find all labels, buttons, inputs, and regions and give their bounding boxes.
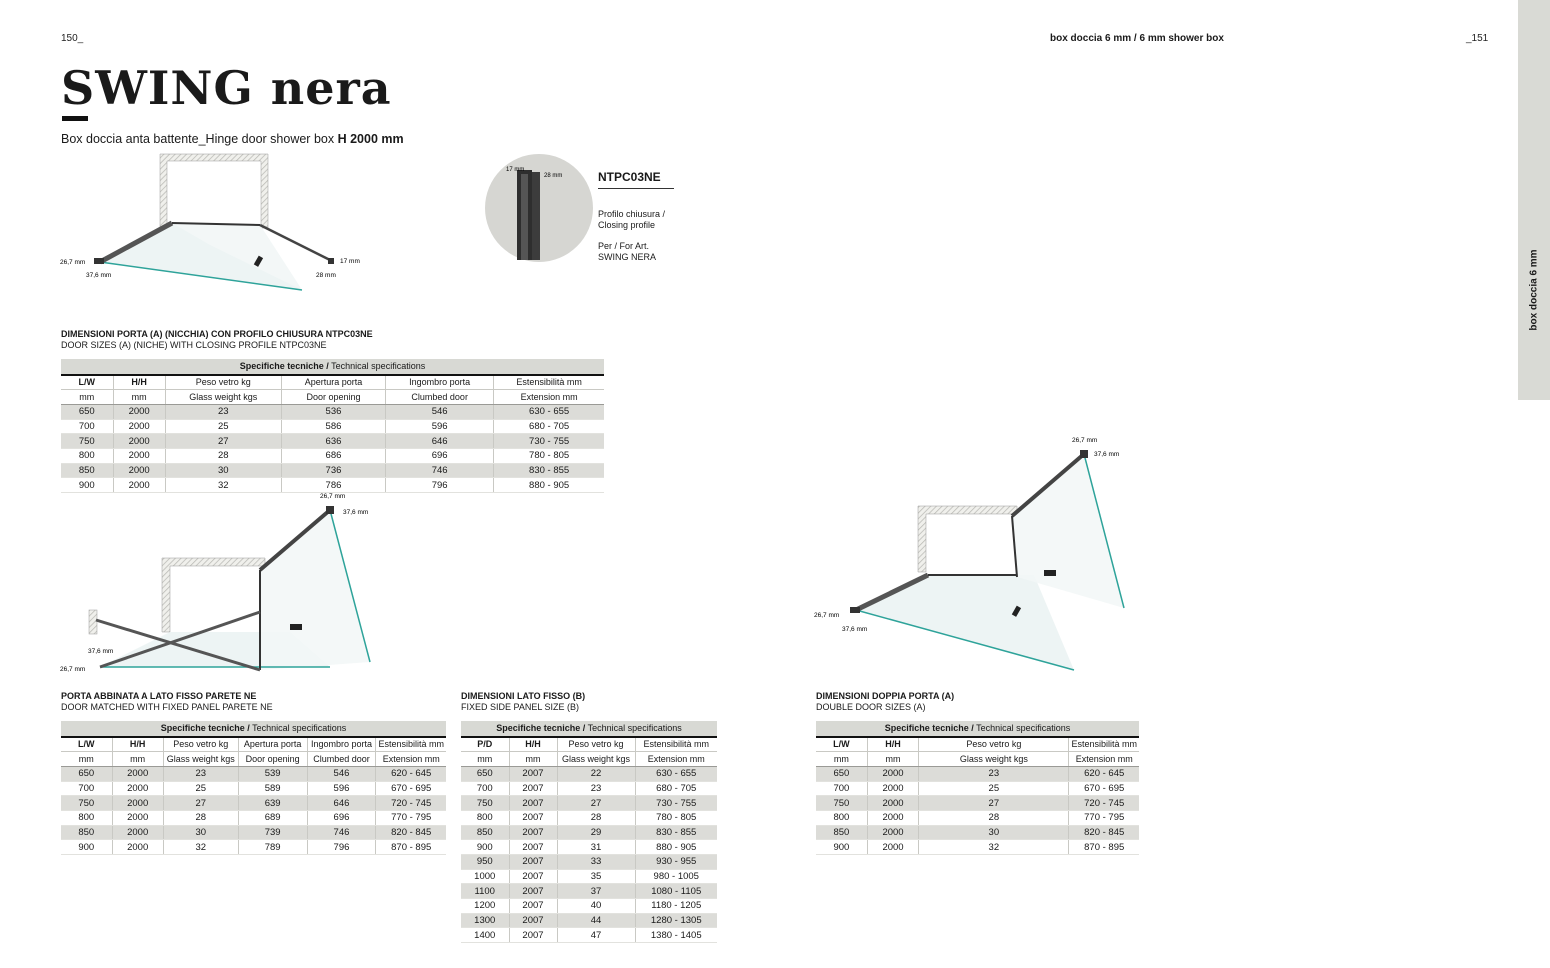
table-row — [461, 869, 717, 884]
table-cell: 2000 — [113, 419, 165, 434]
table-cell: 620 - 645 — [1069, 766, 1139, 781]
table-cell: 646 — [386, 434, 494, 449]
table-cell: 750 — [816, 796, 867, 811]
table-cell: 2000 — [113, 434, 165, 449]
profile-divider — [598, 188, 674, 189]
table-row — [816, 796, 1139, 811]
table-cell: 980 - 1005 — [635, 869, 717, 884]
column-header: H/H — [509, 737, 557, 752]
table-cell: 2007 — [509, 913, 557, 928]
table-cell: 820 - 845 — [1069, 825, 1139, 840]
table-caption: Specifiche tecniche / Technical specifications — [816, 721, 1139, 737]
column-header: Estensibilità mm — [635, 737, 717, 752]
table-cell: 28 — [557, 810, 635, 825]
column-subheader: Glass weight kgs — [165, 390, 281, 405]
double-door-illustration — [812, 432, 1152, 682]
table-cell: 746 — [386, 463, 494, 478]
table-cell: 2007 — [509, 899, 557, 914]
column-header: Ingombro porta — [386, 375, 494, 390]
profile-desc-3: Per / For Art. — [598, 241, 650, 251]
table-cell: 30 — [919, 825, 1069, 840]
dim-label: 37,6 mm — [343, 509, 369, 516]
column-subheader: mm — [113, 390, 165, 405]
column-subheader: Glass weight kgs — [163, 752, 238, 767]
table-cell: 639 — [238, 796, 307, 811]
table-cell: 2000 — [867, 840, 918, 855]
column-subheader: Extension mm — [635, 752, 717, 767]
table-cell: 31 — [557, 840, 635, 855]
table-row — [461, 913, 717, 928]
table-row — [61, 766, 446, 781]
table-cell: 596 — [386, 419, 494, 434]
table-row — [61, 404, 604, 419]
table-cell: 850 — [61, 825, 112, 840]
table-cell: 30 — [163, 825, 238, 840]
table-cell: 546 — [386, 404, 494, 419]
table-cell: 900 — [61, 840, 112, 855]
table-cell: 1300 — [461, 913, 509, 928]
column-header: Peso vetro kg — [919, 737, 1069, 752]
dim-label: 17 mm — [340, 258, 360, 265]
table-row — [461, 928, 717, 943]
table-cell: 830 - 855 — [494, 463, 604, 478]
table-cell: 1280 - 1305 — [635, 913, 717, 928]
column-header: Ingombro porta — [307, 737, 376, 752]
table-cell: 670 - 695 — [376, 781, 446, 796]
table-cell: 880 - 905 — [494, 478, 604, 493]
table-cell: 786 — [281, 478, 385, 493]
dim-label: 28 mm — [316, 272, 336, 279]
table-caption: Specifiche tecniche / Technical specifications — [61, 721, 446, 737]
table-cell: 750 — [461, 796, 509, 811]
table-row — [816, 840, 1139, 855]
column-subheader: Glass weight kgs — [557, 752, 635, 767]
column-header: L/W — [61, 375, 113, 390]
table-a-title: DIMENSIONI PORTA (A) (NICCHIA) CON PROFILO CHIUSURA NTPC03NE — [61, 329, 373, 339]
table-d-subtitle: DOUBLE DOOR SIZES (A) — [816, 702, 926, 712]
door-fixed-panel-illustration — [60, 492, 380, 682]
table-row — [61, 840, 446, 855]
table-cell: 23 — [919, 766, 1069, 781]
table-cell: 720 - 745 — [1069, 796, 1139, 811]
table-row — [461, 810, 717, 825]
column-subheader: mm — [461, 752, 509, 767]
table-cell: 796 — [386, 478, 494, 493]
table-cell: 2000 — [112, 840, 163, 855]
table-cell: 546 — [307, 766, 376, 781]
table-cell: 2000 — [867, 781, 918, 796]
table-cell: 746 — [307, 825, 376, 840]
table-cell: 44 — [557, 913, 635, 928]
column-header: Peso vetro kg — [163, 737, 238, 752]
table-cell: 2000 — [867, 825, 918, 840]
spec-table-c — [461, 721, 717, 943]
column-subheader: Extension mm — [494, 390, 604, 405]
table-cell: 700 — [61, 419, 113, 434]
table-cell: 1000 — [461, 869, 509, 884]
page-number-right: _151 — [1466, 33, 1489, 44]
table-cell: 2000 — [112, 781, 163, 796]
table-cell: 780 - 805 — [635, 810, 717, 825]
dim-label: 26,7 mm — [60, 259, 86, 266]
column-subheader: mm — [867, 752, 918, 767]
table-row — [816, 810, 1139, 825]
table-cell: 930 - 955 — [635, 855, 717, 870]
table-cell: 539 — [238, 766, 307, 781]
table-cell: 23 — [165, 404, 281, 419]
table-cell: 2000 — [113, 404, 165, 419]
dim-label: 17 mm — [506, 167, 525, 173]
table-row — [61, 825, 446, 840]
column-subheader: Extension mm — [1069, 752, 1139, 767]
table-cell: 900 — [816, 840, 867, 855]
table-cell: 796 — [307, 840, 376, 855]
table-cell: 589 — [238, 781, 307, 796]
table-row — [61, 434, 604, 449]
table-cell: 650 — [816, 766, 867, 781]
column-header: H/H — [867, 737, 918, 752]
table-row — [461, 855, 717, 870]
table-cell: 40 — [557, 899, 635, 914]
table-c-title: DIMENSIONI LATO FISSO (B) — [461, 691, 586, 701]
table-row — [61, 419, 604, 434]
table-row — [461, 766, 717, 781]
column-header: Peso vetro kg — [165, 375, 281, 390]
dim-label: 37,6 mm — [842, 626, 868, 633]
table-row — [816, 766, 1139, 781]
dim-label: 26,7 mm — [814, 612, 840, 619]
table-cell: 2007 — [509, 855, 557, 870]
column-header: Apertura porta — [281, 375, 385, 390]
side-tab — [1518, 0, 1550, 400]
table-row — [461, 840, 717, 855]
column-subheader: mm — [61, 752, 112, 767]
table-c-subtitle: FIXED SIDE PANEL SIZE (B) — [461, 702, 580, 712]
table-cell: 536 — [281, 404, 385, 419]
table-cell: 696 — [386, 448, 494, 463]
table-cell: 28 — [163, 810, 238, 825]
table-cell: 23 — [557, 781, 635, 796]
spec-table-d — [816, 721, 1139, 855]
table-caption: Specifiche tecniche / Technical specifications — [461, 721, 717, 737]
dim-label: 37,6 mm — [1094, 451, 1120, 458]
table-cell: 686 — [281, 448, 385, 463]
side-tab-label: box doccia 6 mm — [1528, 249, 1540, 331]
dim-label: 37,6 mm — [88, 648, 114, 655]
table-cell: 2007 — [509, 796, 557, 811]
dim-label: 26,7 mm — [320, 493, 346, 500]
table-cell: 2000 — [867, 796, 918, 811]
column-subheader: Door opening — [281, 390, 385, 405]
table-cell: 850 — [61, 463, 113, 478]
table-cell: 950 — [461, 855, 509, 870]
table-cell: 25 — [165, 419, 281, 434]
table-cell: 780 - 805 — [494, 448, 604, 463]
spec-table-a — [61, 359, 604, 493]
table-cell: 28 — [165, 448, 281, 463]
column-header: Estensibilità mm — [376, 737, 446, 752]
table-row — [816, 781, 1139, 796]
table-cell: 2007 — [509, 781, 557, 796]
table-d-title: DIMENSIONI DOPPIA PORTA (A) — [816, 691, 955, 701]
table-cell: 650 — [61, 766, 112, 781]
table-row — [461, 825, 717, 840]
table-row — [61, 781, 446, 796]
table-cell: 2000 — [112, 825, 163, 840]
column-subheader: Glass weight kgs — [919, 752, 1069, 767]
table-cell: 800 — [816, 810, 867, 825]
column-subheader: mm — [112, 752, 163, 767]
profile-desc-1: Profilo chiusura / — [598, 209, 666, 219]
table-cell: 789 — [238, 840, 307, 855]
table-cell: 1180 - 1205 — [635, 899, 717, 914]
table-cell: 29 — [557, 825, 635, 840]
table-row — [61, 796, 446, 811]
table-cell: 680 - 705 — [635, 781, 717, 796]
table-cell: 620 - 645 — [376, 766, 446, 781]
table-caption: Specifiche tecniche / Technical specifications — [61, 359, 604, 375]
table-row — [61, 463, 604, 478]
table-cell: 1380 - 1405 — [635, 928, 717, 943]
table-row — [461, 796, 717, 811]
table-cell: 870 - 895 — [1069, 840, 1139, 855]
table-cell: 32 — [919, 840, 1069, 855]
table-cell: 880 - 905 — [635, 840, 717, 855]
table-a-subtitle: DOOR SIZES (A) (NICHE) WITH CLOSING PROFILE NTPC03NE — [61, 340, 327, 350]
table-row — [461, 899, 717, 914]
dim-label: 26,7 mm — [1072, 437, 1098, 444]
table-cell: 650 — [461, 766, 509, 781]
column-header: H/H — [113, 375, 165, 390]
table-cell: 35 — [557, 869, 635, 884]
table-row — [61, 448, 604, 463]
table-cell: 636 — [281, 434, 385, 449]
table-cell: 750 — [61, 796, 112, 811]
table-cell: 47 — [557, 928, 635, 943]
table-cell: 850 — [816, 825, 867, 840]
page-subtitle — [61, 132, 404, 146]
column-header: P/D — [461, 737, 509, 752]
table-cell: 770 - 795 — [1069, 810, 1139, 825]
table-cell: 2007 — [509, 825, 557, 840]
spec-table-b — [61, 721, 446, 855]
table-cell: 30 — [165, 463, 281, 478]
table-cell: 750 — [61, 434, 113, 449]
table-cell: 680 - 705 — [494, 419, 604, 434]
column-header: L/W — [61, 737, 112, 752]
column-header: Estensibilità mm — [1069, 737, 1139, 752]
table-cell: 33 — [557, 855, 635, 870]
table-cell: 586 — [281, 419, 385, 434]
table-b-subtitle: DOOR MATCHED WITH FIXED PANEL PARETE NE — [61, 702, 273, 712]
table-cell: 1080 - 1105 — [635, 884, 717, 899]
table-cell: 2000 — [113, 448, 165, 463]
table-cell: 37 — [557, 884, 635, 899]
column-header: Peso vetro kg — [557, 737, 635, 752]
column-subheader: mm — [816, 752, 867, 767]
table-cell: 900 — [461, 840, 509, 855]
table-row — [61, 810, 446, 825]
table-cell: 630 - 655 — [494, 404, 604, 419]
closing-profile-illustration — [484, 152, 594, 264]
table-cell: 1100 — [461, 884, 509, 899]
profile-desc-2: Closing profile — [598, 220, 656, 230]
table-cell: 32 — [163, 840, 238, 855]
table-cell: 22 — [557, 766, 635, 781]
table-b-title: PORTA ABBINATA A LATO FISSO PARETE NE — [61, 691, 257, 701]
table-cell: 25 — [163, 781, 238, 796]
table-cell: 23 — [163, 766, 238, 781]
table-row — [461, 884, 717, 899]
table-cell: 870 - 895 — [376, 840, 446, 855]
table-cell: 2000 — [113, 463, 165, 478]
table-cell: 700 — [61, 781, 112, 796]
table-cell: 27 — [165, 434, 281, 449]
table-cell: 2007 — [509, 928, 557, 943]
column-subheader: Clumbed door — [386, 390, 494, 405]
column-subheader: Door opening — [238, 752, 307, 767]
table-cell: 670 - 695 — [1069, 781, 1139, 796]
column-header: Estensibilità mm — [494, 375, 604, 390]
table-cell: 900 — [61, 478, 113, 493]
table-row — [61, 478, 604, 493]
table-cell: 2000 — [113, 478, 165, 493]
table-cell: 2007 — [509, 840, 557, 855]
table-cell: 1200 — [461, 899, 509, 914]
table-cell: 2000 — [112, 810, 163, 825]
table-cell: 27 — [163, 796, 238, 811]
table-cell: 800 — [61, 810, 112, 825]
table-cell: 28 — [919, 810, 1069, 825]
table-cell: 770 - 795 — [376, 810, 446, 825]
table-cell: 689 — [238, 810, 307, 825]
table-row — [461, 781, 717, 796]
column-subheader: Extension mm — [376, 752, 446, 767]
column-header: Apertura porta — [238, 737, 307, 752]
dim-label: 28 mm — [544, 173, 563, 179]
table-cell: 2007 — [509, 884, 557, 899]
table-cell: 720 - 745 — [376, 796, 446, 811]
table-cell: 739 — [238, 825, 307, 840]
table-cell: 25 — [919, 781, 1069, 796]
table-cell: 2007 — [509, 810, 557, 825]
table-cell: 800 — [461, 810, 509, 825]
subtitle-height: H 2000 mm — [337, 132, 404, 146]
table-cell: 800 — [61, 448, 113, 463]
table-cell: 630 - 655 — [635, 766, 717, 781]
table-cell: 2007 — [509, 869, 557, 884]
dim-label: 37,6 mm — [86, 272, 112, 279]
column-header: L/W — [816, 737, 867, 752]
table-cell: 32 — [165, 478, 281, 493]
table-cell: 1400 — [461, 928, 509, 943]
subtitle-text: Box doccia anta battente_Hinge door shower box — [61, 132, 335, 146]
page-number-left: 150_ — [61, 33, 84, 44]
page-title: SWING nera — [61, 61, 392, 115]
table-cell: 650 — [61, 404, 113, 419]
column-subheader: mm — [509, 752, 557, 767]
table-cell: 596 — [307, 781, 376, 796]
table-cell: 730 - 755 — [635, 796, 717, 811]
column-subheader: mm — [61, 390, 113, 405]
table-cell: 2000 — [867, 810, 918, 825]
table-cell: 2000 — [112, 766, 163, 781]
dim-label: 26,7 mm — [60, 666, 86, 673]
column-header: H/H — [112, 737, 163, 752]
door-niche-illustration — [60, 150, 380, 300]
table-cell: 696 — [307, 810, 376, 825]
table-cell: 820 - 845 — [376, 825, 446, 840]
table-cell: 27 — [557, 796, 635, 811]
title-underline — [62, 116, 88, 121]
table-cell: 2007 — [509, 766, 557, 781]
table-cell: 27 — [919, 796, 1069, 811]
table-cell: 646 — [307, 796, 376, 811]
section-header: box doccia 6 mm / 6 mm shower box — [1050, 33, 1224, 44]
profile-desc-4: SWING NERA — [598, 252, 657, 262]
table-cell: 850 — [461, 825, 509, 840]
table-cell: 830 - 855 — [635, 825, 717, 840]
column-subheader: Clumbed door — [307, 752, 376, 767]
profile-code: NTPC03NE — [598, 170, 661, 184]
table-cell: 2000 — [867, 766, 918, 781]
table-cell: 730 - 755 — [494, 434, 604, 449]
table-row — [816, 825, 1139, 840]
table-cell: 700 — [816, 781, 867, 796]
table-cell: 2000 — [112, 796, 163, 811]
table-cell: 700 — [461, 781, 509, 796]
table-cell: 736 — [281, 463, 385, 478]
